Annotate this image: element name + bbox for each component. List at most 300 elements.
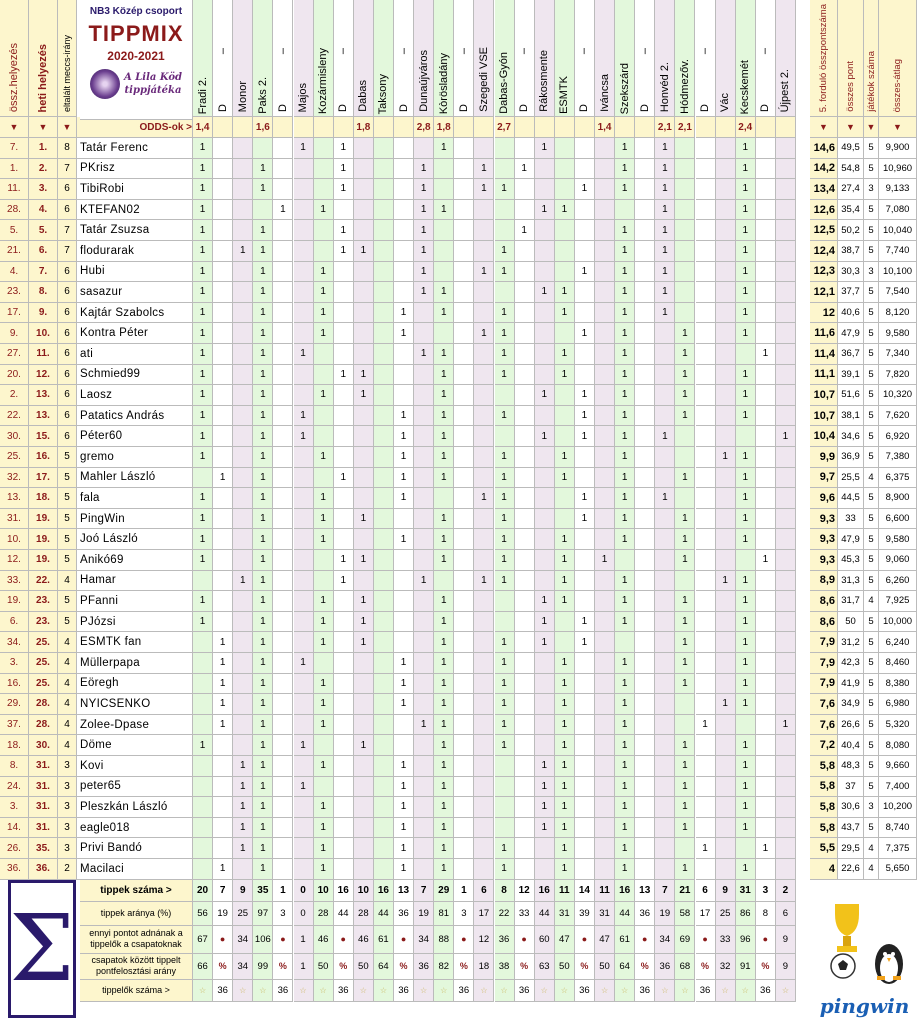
tip-mark: 1 bbox=[756, 838, 776, 859]
tip-mark: 1 bbox=[495, 694, 515, 715]
summary-tippek-szama-cell: 20 bbox=[193, 880, 213, 902]
hit-count: 4 bbox=[58, 632, 77, 653]
tip-cell bbox=[273, 344, 293, 365]
tip-cell bbox=[374, 674, 394, 695]
tip-cell bbox=[294, 509, 314, 530]
summary-tippelok-szama-cell: ☆ bbox=[495, 980, 515, 1002]
tip-cell bbox=[716, 262, 736, 283]
tip-mark: 1 bbox=[294, 653, 314, 674]
odds-cell bbox=[716, 117, 736, 138]
hit-count: 3 bbox=[58, 818, 77, 839]
tip-cell bbox=[294, 859, 314, 880]
sort-arrow-right-1[interactable]: ▼ bbox=[838, 117, 864, 138]
tip-cell bbox=[354, 694, 374, 715]
tip-mark: 1 bbox=[314, 838, 334, 859]
tip-cell bbox=[736, 715, 756, 736]
summary-tippelok-szama-cell: ☆ bbox=[595, 980, 615, 1002]
tip-cell bbox=[294, 571, 314, 592]
tip-mark: 1 bbox=[434, 365, 454, 386]
tip-cell bbox=[635, 653, 655, 674]
tip-cell bbox=[595, 220, 615, 241]
tip-mark: 1 bbox=[535, 426, 555, 447]
tip-cell bbox=[535, 365, 555, 386]
tip-cell bbox=[273, 674, 293, 695]
overall-rank: 1. bbox=[0, 159, 29, 180]
weekly-rank: 7. bbox=[29, 262, 58, 283]
tip-cell bbox=[635, 529, 655, 550]
col-header-heti-helyezes bbox=[29, 0, 58, 117]
tip-cell bbox=[515, 365, 535, 386]
sort-arrow-right-3[interactable]: ▼ bbox=[879, 117, 917, 138]
tip-mark: 1 bbox=[394, 303, 414, 324]
tip-mark: 1 bbox=[193, 138, 213, 159]
sort-arrow-ossz[interactable]: ▼ bbox=[0, 117, 29, 138]
odds-cell bbox=[294, 117, 314, 138]
tip-cell bbox=[756, 468, 776, 489]
round-points: 7,6 bbox=[810, 694, 838, 715]
tip-cell bbox=[696, 200, 716, 221]
odds-cell bbox=[233, 117, 253, 138]
player-name: Mahler László bbox=[77, 468, 193, 489]
tip-cell bbox=[756, 694, 776, 715]
versus-dash: – bbox=[578, 48, 591, 55]
tip-mark: 1 bbox=[736, 488, 756, 509]
col-header-eltalalt-text: eltalált meccs-irány bbox=[62, 34, 72, 112]
tip-cell bbox=[655, 674, 675, 695]
summary-tippek-aranya-cell: 19 bbox=[213, 902, 233, 926]
total-points: 54,8 bbox=[838, 159, 864, 180]
average: 9,900 bbox=[879, 138, 917, 159]
tip-mark: 1 bbox=[314, 323, 334, 344]
tip-cell bbox=[776, 447, 796, 468]
tip-cell bbox=[655, 323, 675, 344]
tip-cell bbox=[314, 179, 334, 200]
sigma-icon: Σ bbox=[9, 895, 75, 1002]
tip-cell bbox=[474, 859, 494, 880]
tip-cell bbox=[655, 447, 675, 468]
tip-cell bbox=[635, 179, 655, 200]
hit-count: 6 bbox=[58, 323, 77, 344]
overall-rank: 34. bbox=[0, 632, 29, 653]
tip-cell bbox=[233, 303, 253, 324]
tip-cell bbox=[474, 138, 494, 159]
tip-cell bbox=[675, 262, 695, 283]
tip-cell bbox=[515, 818, 535, 839]
round-points: 5,8 bbox=[810, 777, 838, 798]
tip-mark: 1 bbox=[756, 550, 776, 571]
tip-cell bbox=[334, 303, 354, 324]
weekly-rank: 36. bbox=[29, 859, 58, 880]
weekly-rank: 23. bbox=[29, 591, 58, 612]
games-count: 5 bbox=[864, 344, 879, 365]
summary-pontot-adnak-cell: 47 bbox=[595, 926, 615, 954]
match-8-home-header bbox=[615, 0, 635, 117]
tip-cell bbox=[434, 159, 454, 180]
tip-cell bbox=[675, 200, 695, 221]
games-count: 5 bbox=[864, 777, 879, 798]
tip-mark: 1 bbox=[233, 797, 253, 818]
round-points: 10,7 bbox=[810, 385, 838, 406]
tip-mark: 1 bbox=[495, 241, 515, 262]
player-name: flodurarak bbox=[77, 241, 193, 262]
tip-mark: 1 bbox=[434, 632, 454, 653]
tip-cell bbox=[273, 756, 293, 777]
odds-cell bbox=[515, 117, 535, 138]
round-points: 9,3 bbox=[810, 509, 838, 530]
tip-mark: 1 bbox=[314, 447, 334, 468]
overall-rank: 7. bbox=[0, 138, 29, 159]
games-count: 5 bbox=[864, 365, 879, 386]
tip-mark: 1 bbox=[314, 282, 334, 303]
tip-cell bbox=[635, 694, 655, 715]
tip-mark: 1 bbox=[675, 509, 695, 530]
total-points: 43,7 bbox=[838, 818, 864, 839]
summary-pontelosztas-cell: 63 bbox=[535, 954, 555, 980]
games-count: 5 bbox=[864, 632, 879, 653]
tip-mark: 1 bbox=[736, 591, 756, 612]
tip-cell bbox=[615, 550, 635, 571]
tip-cell bbox=[776, 282, 796, 303]
tip-cell bbox=[454, 241, 474, 262]
tip-mark: 1 bbox=[193, 426, 213, 447]
versus-dash: – bbox=[216, 48, 229, 55]
tip-mark: 1 bbox=[414, 344, 434, 365]
tip-mark: 1 bbox=[394, 323, 414, 344]
tip-cell bbox=[675, 426, 695, 447]
tip-mark: 1 bbox=[314, 632, 334, 653]
tip-cell bbox=[595, 241, 615, 262]
summary-tippek-aranya-cell: 31 bbox=[555, 902, 575, 926]
summary-tippelok-szama-cell: ☆ bbox=[434, 980, 454, 1002]
tip-cell bbox=[374, 282, 394, 303]
tip-cell bbox=[233, 179, 253, 200]
sort-arrow-right-2[interactable]: ▼ bbox=[864, 117, 879, 138]
match-away-team: Vác bbox=[719, 93, 732, 112]
tip-cell bbox=[756, 715, 776, 736]
summary-tippek-aranya-cell: 25 bbox=[233, 902, 253, 926]
tip-cell bbox=[635, 426, 655, 447]
weekly-rank: 13. bbox=[29, 406, 58, 427]
tip-mark: 1 bbox=[555, 756, 575, 777]
average: 10,000 bbox=[879, 612, 917, 633]
tip-mark: 1 bbox=[354, 591, 374, 612]
summary-tippelok-szama-cell: ☆ bbox=[314, 980, 334, 1002]
tip-mark: 1 bbox=[736, 859, 756, 880]
average: 10,200 bbox=[879, 797, 917, 818]
tip-cell bbox=[756, 426, 776, 447]
tip-mark: 1 bbox=[555, 365, 575, 386]
trophy-penguin-icon bbox=[815, 894, 915, 994]
games-count: 5 bbox=[864, 509, 879, 530]
games-count: 5 bbox=[864, 674, 879, 695]
sort-arrow-eltalalt[interactable]: ▼ bbox=[58, 117, 77, 138]
tip-cell bbox=[776, 612, 796, 633]
tip-cell bbox=[515, 674, 535, 695]
tip-cell bbox=[655, 756, 675, 777]
tip-cell bbox=[595, 859, 615, 880]
tip-cell bbox=[716, 241, 736, 262]
hit-count: 5 bbox=[58, 591, 77, 612]
tip-mark: 1 bbox=[253, 220, 273, 241]
tip-cell bbox=[334, 632, 354, 653]
summary-tippek-aranya-cell: 0 bbox=[294, 902, 314, 926]
summary-pontot-adnak-cell: ● bbox=[635, 926, 655, 954]
tip-mark: 1 bbox=[314, 529, 334, 550]
tip-mark: 1 bbox=[434, 138, 454, 159]
hit-count: 5 bbox=[58, 488, 77, 509]
player-name: Zolee-Dpase bbox=[77, 715, 193, 736]
total-points: 38,7 bbox=[838, 241, 864, 262]
tip-mark: 1 bbox=[555, 447, 575, 468]
round-points: 12,6 bbox=[810, 200, 838, 221]
average: 6,980 bbox=[879, 694, 917, 715]
tip-cell bbox=[434, 571, 454, 592]
tip-cell bbox=[635, 468, 655, 489]
tip-mark: 1 bbox=[575, 323, 595, 344]
games-count: 5 bbox=[864, 200, 879, 221]
tip-cell bbox=[273, 241, 293, 262]
tip-mark: 1 bbox=[253, 509, 273, 530]
tip-mark: 1 bbox=[495, 262, 515, 283]
match-away-team: Szegedi VSE bbox=[477, 47, 490, 112]
tip-mark: 1 bbox=[495, 529, 515, 550]
tip-mark: 1 bbox=[675, 529, 695, 550]
summary-tippek-aranya-cell: 97 bbox=[253, 902, 273, 926]
tip-cell bbox=[474, 447, 494, 468]
tip-mark: 1 bbox=[253, 735, 273, 756]
tip-cell bbox=[655, 571, 675, 592]
tip-cell bbox=[776, 529, 796, 550]
tip-cell bbox=[454, 632, 474, 653]
tip-mark: 1 bbox=[414, 179, 434, 200]
tip-cell bbox=[374, 756, 394, 777]
tip-mark: 1 bbox=[675, 777, 695, 798]
tip-mark: 1 bbox=[253, 694, 273, 715]
average: 10,100 bbox=[879, 262, 917, 283]
summary-tippelok-szama-cell: 36 bbox=[515, 980, 535, 1002]
tip-cell bbox=[434, 323, 454, 344]
odds-cell bbox=[696, 117, 716, 138]
summary-pontelosztas-cell: 50 bbox=[354, 954, 374, 980]
average: 9,580 bbox=[879, 323, 917, 344]
weekly-rank: 35. bbox=[29, 838, 58, 859]
tip-cell bbox=[334, 509, 354, 530]
tip-cell bbox=[294, 591, 314, 612]
tip-cell bbox=[374, 344, 394, 365]
player-name: PingWin bbox=[77, 509, 193, 530]
hit-count: 4 bbox=[58, 571, 77, 592]
versus-dash: – bbox=[397, 48, 410, 55]
player-name: peter65 bbox=[77, 777, 193, 798]
hit-count: 5 bbox=[58, 529, 77, 550]
summary-tippek-aranya-cell: 3 bbox=[273, 902, 293, 926]
tip-cell bbox=[515, 591, 535, 612]
match-10-draw-header bbox=[756, 0, 776, 117]
tip-mark: 1 bbox=[736, 632, 756, 653]
tip-cell bbox=[655, 406, 675, 427]
col-header-jatekok bbox=[864, 0, 879, 117]
tip-mark: 1 bbox=[193, 282, 213, 303]
tip-cell bbox=[213, 550, 233, 571]
tip-cell bbox=[414, 591, 434, 612]
tip-cell bbox=[716, 282, 736, 303]
tip-cell bbox=[374, 591, 394, 612]
tip-mark: 1 bbox=[334, 241, 354, 262]
match-7-away-header bbox=[595, 0, 615, 117]
tip-cell bbox=[515, 447, 535, 468]
average: 7,820 bbox=[879, 365, 917, 386]
tip-cell bbox=[233, 468, 253, 489]
summary-pontot-adnak-cell: ● bbox=[575, 926, 595, 954]
tip-cell bbox=[394, 591, 414, 612]
tip-cell bbox=[314, 777, 334, 798]
summary-tippelok-szama-cell: ☆ bbox=[233, 980, 253, 1002]
tip-mark: 1 bbox=[615, 303, 635, 324]
odds-cell: 1,4 bbox=[193, 117, 213, 138]
hit-count: 6 bbox=[58, 282, 77, 303]
tip-cell bbox=[776, 323, 796, 344]
tip-cell bbox=[736, 838, 756, 859]
tip-cell bbox=[595, 653, 615, 674]
round-points: 11,6 bbox=[810, 323, 838, 344]
tip-cell bbox=[776, 550, 796, 571]
tip-mark: 1 bbox=[213, 468, 233, 489]
tip-cell bbox=[696, 777, 716, 798]
tip-cell bbox=[374, 159, 394, 180]
tip-cell bbox=[716, 612, 736, 633]
tip-mark: 1 bbox=[675, 756, 695, 777]
average: 9,580 bbox=[879, 529, 917, 550]
games-count: 5 bbox=[864, 282, 879, 303]
tip-cell bbox=[474, 200, 494, 221]
tip-cell bbox=[233, 653, 253, 674]
tip-cell bbox=[716, 426, 736, 447]
tip-cell bbox=[474, 838, 494, 859]
tip-cell bbox=[434, 488, 454, 509]
tip-mark: 1 bbox=[495, 344, 515, 365]
tip-cell bbox=[273, 365, 293, 386]
tip-mark: 1 bbox=[535, 138, 555, 159]
summary-tippek-aranya-cell: 58 bbox=[675, 902, 695, 926]
tip-mark: 1 bbox=[736, 303, 756, 324]
tip-cell bbox=[474, 818, 494, 839]
hit-count: 5 bbox=[58, 447, 77, 468]
games-count: 5 bbox=[864, 653, 879, 674]
tip-cell bbox=[294, 282, 314, 303]
tip-cell bbox=[696, 550, 716, 571]
odds-cell bbox=[615, 117, 635, 138]
tip-cell bbox=[515, 509, 535, 530]
tip-cell bbox=[454, 674, 474, 695]
summary-pontot-adnak-cell: 34 bbox=[414, 926, 434, 954]
tip-cell bbox=[354, 715, 374, 736]
tip-mark: 1 bbox=[736, 200, 756, 221]
tip-cell bbox=[354, 571, 374, 592]
summary-tippek-szama-cell: 2 bbox=[776, 880, 796, 902]
versus-dash: – bbox=[759, 48, 772, 55]
tip-cell bbox=[454, 838, 474, 859]
hit-count: 6 bbox=[58, 385, 77, 406]
tip-cell bbox=[414, 632, 434, 653]
round-points: 12,5 bbox=[810, 220, 838, 241]
games-count: 5 bbox=[864, 241, 879, 262]
tip-cell bbox=[374, 859, 394, 880]
tip-cell bbox=[273, 632, 293, 653]
tip-cell bbox=[213, 303, 233, 324]
tip-mark: 1 bbox=[675, 859, 695, 880]
overall-rank: 36. bbox=[0, 859, 29, 880]
player-name: Eöregh bbox=[77, 674, 193, 695]
tip-cell bbox=[273, 777, 293, 798]
tip-cell bbox=[374, 200, 394, 221]
tip-mark: 1 bbox=[314, 859, 334, 880]
tip-cell bbox=[454, 323, 474, 344]
match-home-team: Fradi 2. bbox=[196, 76, 209, 114]
tip-cell bbox=[294, 488, 314, 509]
tip-mark: 1 bbox=[555, 735, 575, 756]
tip-cell bbox=[595, 694, 615, 715]
summary-tippelok-szama-cell: ☆ bbox=[374, 980, 394, 1002]
tip-mark: 1 bbox=[736, 653, 756, 674]
tip-mark: 1 bbox=[555, 591, 575, 612]
tip-cell bbox=[655, 838, 675, 859]
overall-rank: 3. bbox=[0, 797, 29, 818]
weekly-rank: 10. bbox=[29, 323, 58, 344]
tip-cell bbox=[776, 385, 796, 406]
sort-arrow-heti[interactable]: ▼ bbox=[29, 117, 58, 138]
tip-mark: 1 bbox=[193, 406, 213, 427]
summary-pontot-adnak-cell: ● bbox=[515, 926, 535, 954]
overall-rank: 9. bbox=[0, 323, 29, 344]
tip-cell bbox=[595, 447, 615, 468]
tip-cell bbox=[474, 756, 494, 777]
tip-cell bbox=[374, 715, 394, 736]
tip-cell bbox=[213, 426, 233, 447]
tip-cell bbox=[354, 529, 374, 550]
tip-mark: 1 bbox=[675, 591, 695, 612]
tip-cell bbox=[575, 818, 595, 839]
tip-cell bbox=[474, 509, 494, 530]
round-points: 4 bbox=[810, 859, 838, 880]
average: 7,925 bbox=[879, 591, 917, 612]
tip-cell bbox=[575, 715, 595, 736]
tip-mark: 1 bbox=[555, 715, 575, 736]
games-count: 5 bbox=[864, 447, 879, 468]
average: 7,375 bbox=[879, 838, 917, 859]
tip-mark: 1 bbox=[253, 159, 273, 180]
col-header-ossz-helyezes-text: össz.helyezés bbox=[8, 42, 20, 112]
tip-cell bbox=[394, 220, 414, 241]
tip-cell bbox=[575, 756, 595, 777]
tip-mark: 1 bbox=[394, 818, 414, 839]
tip-cell bbox=[535, 179, 555, 200]
tip-cell bbox=[696, 735, 716, 756]
tip-cell bbox=[776, 756, 796, 777]
player-name: Tatár Zsuzsa bbox=[77, 220, 193, 241]
tip-cell bbox=[535, 653, 555, 674]
overall-rank: 6. bbox=[0, 612, 29, 633]
tip-cell bbox=[213, 735, 233, 756]
total-points: 36,9 bbox=[838, 447, 864, 468]
tip-cell bbox=[354, 447, 374, 468]
tip-cell bbox=[535, 303, 555, 324]
tip-mark: 1 bbox=[354, 509, 374, 530]
tip-mark: 1 bbox=[414, 241, 434, 262]
tip-cell bbox=[233, 262, 253, 283]
tip-cell bbox=[294, 632, 314, 653]
sort-arrow-right-0[interactable]: ▼ bbox=[810, 117, 838, 138]
summary-tippek-aranya-cell: 28 bbox=[314, 902, 334, 926]
